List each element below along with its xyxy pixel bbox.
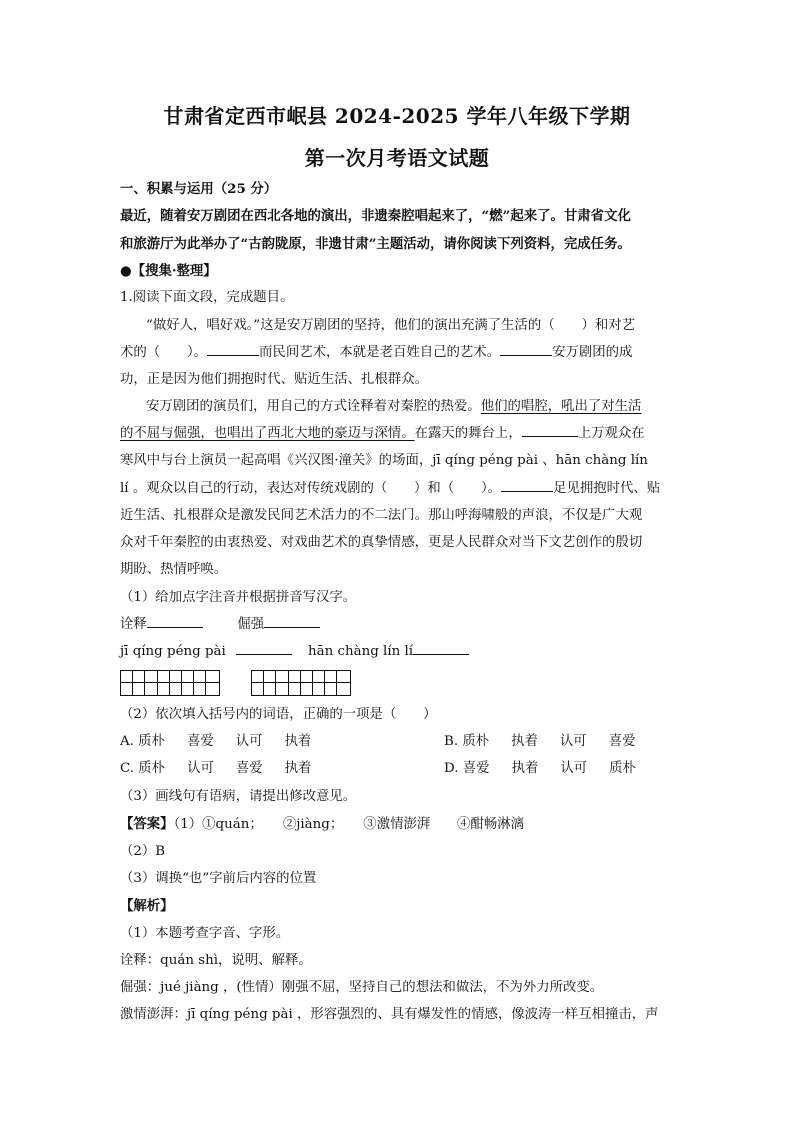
section-heading: 一、积累与运用（25 分） bbox=[120, 181, 278, 197]
writing-grid[interactable] bbox=[120, 670, 220, 696]
answer-blank[interactable] bbox=[147, 617, 203, 628]
passage-text: 足见拥抱时代、贴 bbox=[553, 481, 661, 496]
passage-line bbox=[120, 426, 680, 442]
analysis-line: 倔强：jué jiàng ，(性情）刚强不屈，坚持自己的想法和做法，不为外力所改变。 bbox=[120, 980, 604, 995]
analysis-line: 激情澎湃：jī qíng péng pài ，形容强烈的、具有爆发性的情感，像波涛一样互相撞击，声 bbox=[120, 1007, 659, 1022]
fill-blank[interactable] bbox=[522, 426, 578, 437]
underlined-sentence: 的不屈与倔强，也唱出了西北大地的豪迈与深情。 bbox=[120, 426, 415, 441]
analysis-label: 【解析】 bbox=[120, 898, 174, 914]
passage-text: 而民间艺术，本就是老百姓自己的艺术。 bbox=[259, 345, 501, 360]
intro-line-1: 最近，随着安万剧团在西北各地的演出，非遗秦腔唱起来了，“燃”起来了。甘肃省文化 bbox=[120, 208, 631, 224]
answer-line bbox=[120, 816, 680, 833]
answer-field-row bbox=[308, 644, 469, 660]
answer-text: （1）①quán； ②jiàng； ③激情澎湃 ④酣畅淋漓 bbox=[173, 817, 524, 832]
answer-blank[interactable] bbox=[264, 617, 320, 628]
answer-field-row bbox=[120, 617, 320, 633]
passage-line: “做好人，唱好戏。”这是安万剧团的坚持，他们的演出充满了生活的（ ）和对艺 bbox=[146, 318, 636, 333]
analysis-line: 诠释：quán shì，说明、解释。 bbox=[120, 953, 312, 968]
doc-title-line2: 第一次月考语文试题 bbox=[304, 146, 490, 170]
answer-blank[interactable] bbox=[236, 644, 292, 655]
field-label: 诠释 bbox=[120, 617, 147, 632]
passage-line bbox=[120, 345, 680, 361]
answer-blank[interactable] bbox=[413, 644, 469, 655]
question-1: 1.阅读下面文段，完成题目。 bbox=[120, 290, 294, 305]
option-b[interactable]: B. 质朴 执着 认可 喜爱 bbox=[444, 734, 636, 749]
passage-text: lí 。观众以自己的行动，表达对传统戏剧的（ ）和（ ）。 bbox=[120, 481, 502, 496]
option-a[interactable]: A. 质朴 喜爱 认可 执着 bbox=[120, 734, 312, 749]
field-label: hān chàng lín lí bbox=[308, 644, 414, 659]
sub-question-1: （1）给加点字注音并根据拼音写汉字。 bbox=[120, 590, 357, 605]
passage-text: 术的（ ）。 bbox=[120, 345, 208, 360]
field-label: 倔强 bbox=[237, 617, 265, 632]
intro-line-2: 和旅游厅为此举办了“古韵陇原，非遗甘肃”主题活动，请你阅读下列资料，完成任务。 bbox=[120, 236, 631, 252]
field-label: jī qíng péng pài bbox=[120, 644, 226, 659]
underlined-sentence: 他们的唱腔，吼出了对生活 bbox=[480, 399, 642, 414]
doc-title-line1: 甘肃省定西市岷县 2024-2025 学年八年级下学期 bbox=[163, 104, 631, 128]
fill-blank[interactable] bbox=[500, 345, 552, 356]
sub-question-2: （2）依次填入括号内的词语，正确的一项是（ ） bbox=[120, 707, 437, 722]
fill-blank[interactable] bbox=[207, 345, 259, 356]
answer-label: 【答案】 bbox=[120, 816, 174, 832]
passage-line bbox=[120, 481, 680, 497]
passage-line: 功，正是因为他们拥抱时代、贴近生活、扎根群众。 bbox=[120, 372, 428, 387]
passage-text: 上万观众在 bbox=[577, 426, 645, 441]
passage-text: 在露天的舞台上， bbox=[414, 426, 522, 441]
answer-line: （2）B bbox=[120, 844, 166, 859]
passage-text: 安万剧团的演员们，用自己的方式诠释着对秦腔的热爱。 bbox=[146, 399, 481, 414]
fill-blank[interactable] bbox=[501, 481, 553, 492]
passage-line: 期盼、热情呼唤。 bbox=[120, 562, 228, 577]
answer-line: （3）调换“也”字前后内容的位置 bbox=[120, 871, 317, 886]
passage-text: 安万剧团的成 bbox=[552, 345, 633, 360]
passage-line: 众对千年秦腔的由衷热爱、对戏曲艺术的真挚情感，更是人民群众对当下文艺创作的殷切 bbox=[120, 535, 643, 550]
passage-line: 寒风中与台上演员一起高唱《兴汉图·潼关》的场面，jī qíng péng pài 、hān chàng lín bbox=[120, 453, 648, 468]
answer-field-row bbox=[120, 644, 292, 660]
passage-line: 近生活、扎根群众是激发民间艺术活力的不二法门。那山呼海啸般的声浪，不仅是广大观 bbox=[120, 508, 643, 523]
writing-grid[interactable] bbox=[251, 670, 351, 696]
sub-question-3: （3）画线句有语病，请提出修改意见。 bbox=[120, 789, 357, 804]
analysis-line: （1）本题考查字音、字形。 bbox=[120, 926, 290, 941]
passage-line bbox=[146, 399, 680, 415]
option-c[interactable]: C. 质朴 认可 喜爱 执着 bbox=[120, 761, 312, 776]
option-d[interactable]: D. 喜爱 执着 认可 质朴 bbox=[444, 761, 636, 776]
task-heading: ●【搜集·整理】 bbox=[120, 263, 217, 279]
